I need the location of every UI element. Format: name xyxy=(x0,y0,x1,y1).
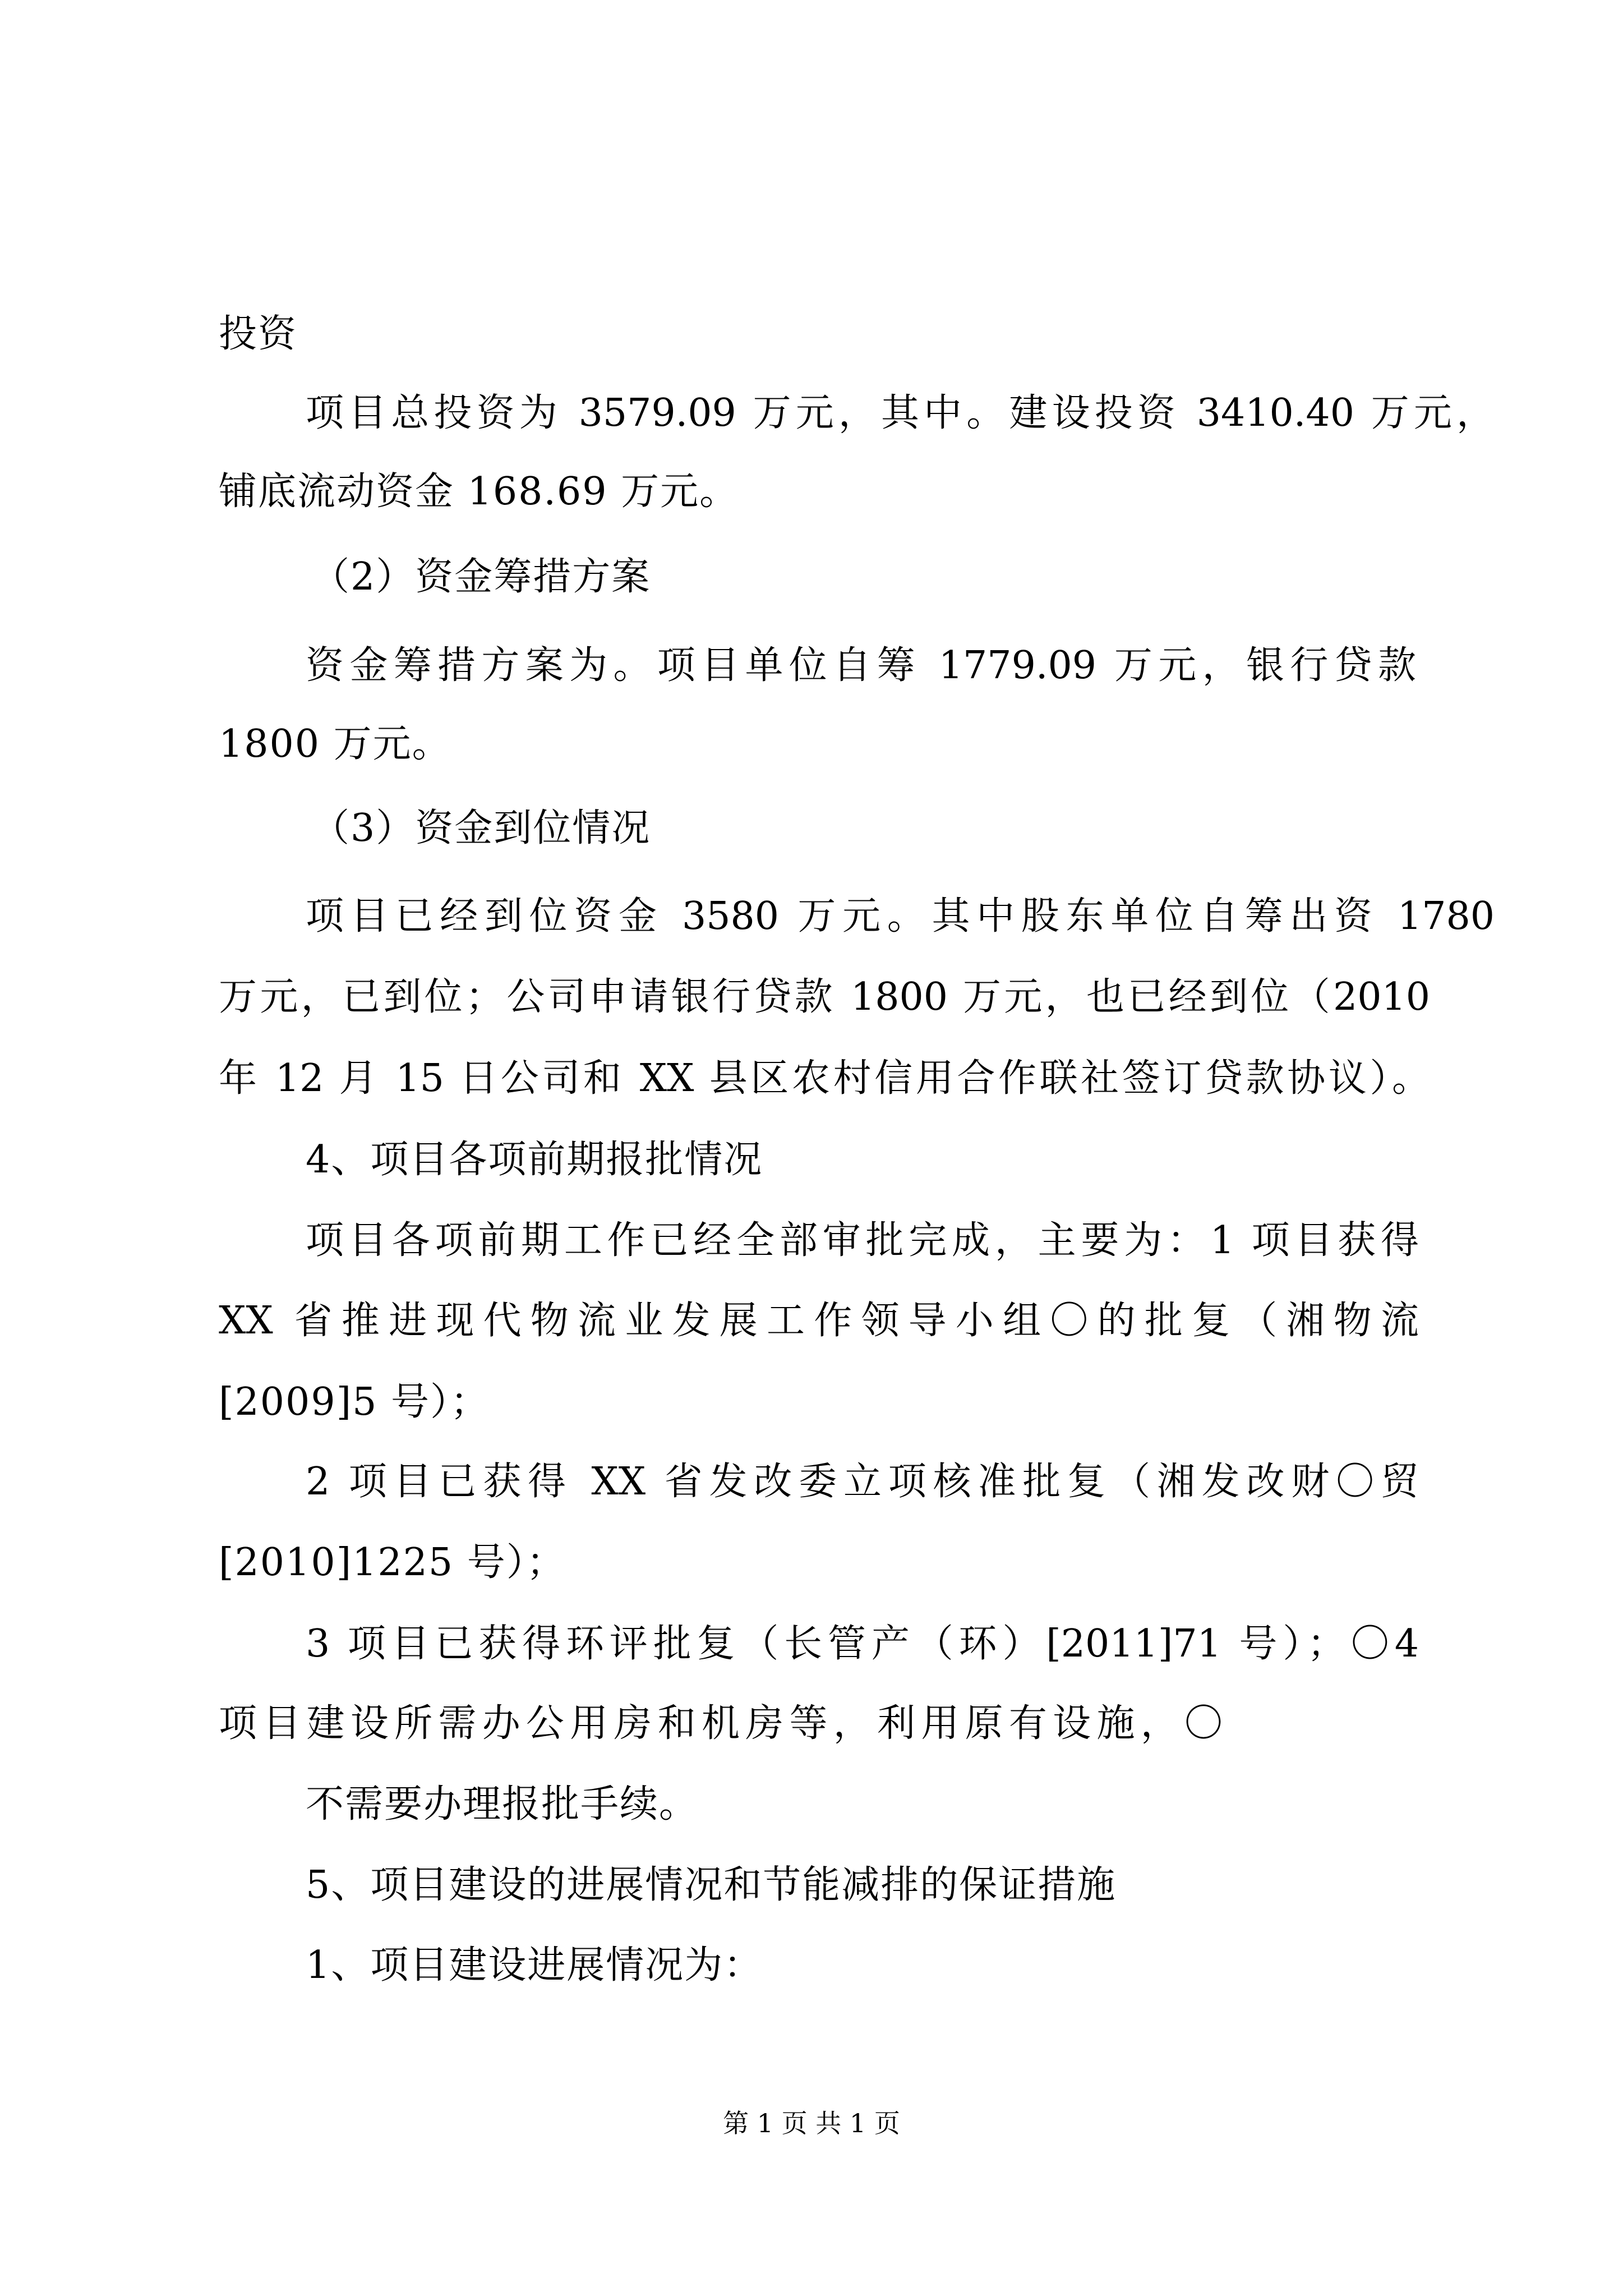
text-line-10: 年 12 月 15 日公司和 XX 县区农村信用合作联社签订贷款协议）。 xyxy=(219,1056,1430,1101)
section-heading-3: （3）资金到位情况 xyxy=(311,806,651,850)
text-line-3: 铺底流动资金 168.69 万元。 xyxy=(219,470,739,514)
text-line-8: 项目已经到位资金 3580 万元。其中股东单位自筹出资 1780 xyxy=(306,894,1495,938)
text-line-19: 不需要办理报批手续。 xyxy=(306,1782,699,1826)
text-line-17: 3 项目已获得环评批复（长管产（环）[2011]71 号）；〇4 xyxy=(306,1622,1419,1666)
section-heading-4: 4、项目各项前期报批情况 xyxy=(306,1138,763,1182)
text-line-18: 项目建设所需办公用房和机房等，利用原有设施，〇 xyxy=(219,1701,1223,1746)
section-heading-2: （2）资金筹措方案 xyxy=(311,555,651,599)
text-line-15: 2 项目已获得 XX 省发改委立项核准批复（湘发改财〇贸 xyxy=(306,1460,1419,1504)
text-line-16: [2010]1225 号）； xyxy=(219,1540,566,1585)
text-line-5: 资金筹措方案为。项目单位自筹 1779.09 万元，银行贷款 xyxy=(306,643,1416,688)
text-line-2: 项目总投资为 3579.09 万元，其中。建设投资 3410.40 万元， xyxy=(306,391,1495,435)
text-line-21: 1、项目建设进展情况为： xyxy=(306,1943,763,1987)
section-heading-5: 5、项目建设的进展情况和节能减排的保证措施 xyxy=(306,1863,1117,1907)
text-line-9: 万元，已到位；公司申请银行贷款 1800 万元，也已经到位（2010 xyxy=(219,975,1430,1019)
page-footer: 第 1 页 共 1 页 xyxy=(723,2108,900,2138)
text-line-12: 项目各项前期工作已经全部审批完成，主要为：1 项目获得 xyxy=(306,1218,1419,1263)
text-line-6: 1800 万元。 xyxy=(219,722,451,766)
text-line-1: 投资 xyxy=(219,312,298,356)
text-line-13: XX 省推进现代物流业发展工作领导小组〇的批复（湘物流 xyxy=(219,1299,1419,1343)
text-line-14: [2009]5 号）； xyxy=(219,1380,490,1424)
